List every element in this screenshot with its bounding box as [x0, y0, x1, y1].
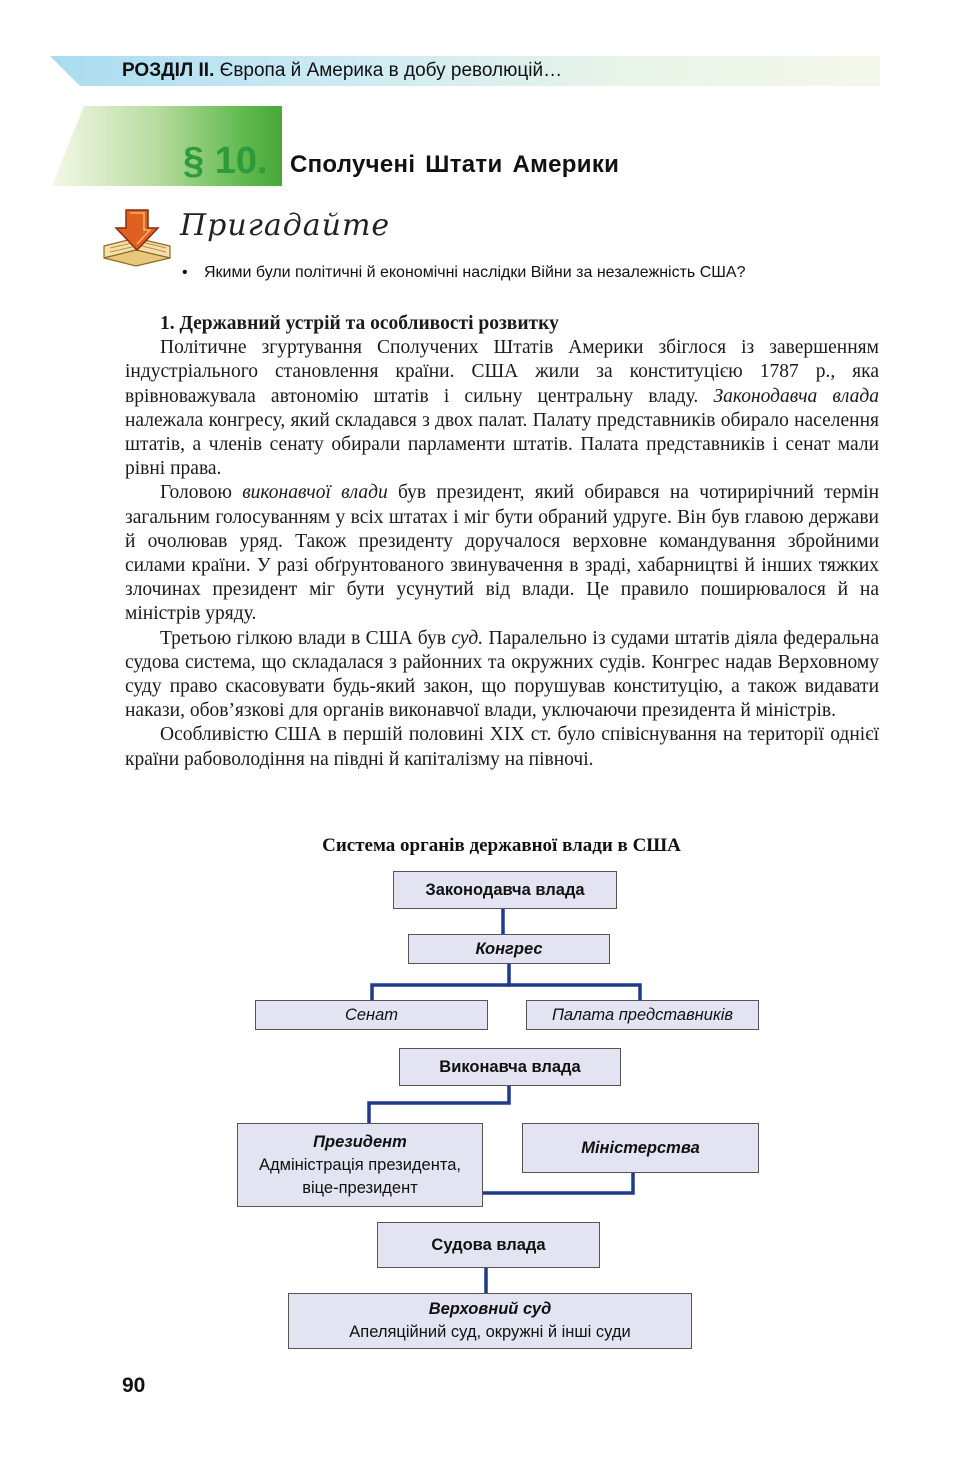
president-sub-1: Адміністрація президента, — [259, 1155, 461, 1174]
connector-president-ministries — [483, 1172, 633, 1193]
supreme-label: Верховний суд — [428, 1300, 552, 1318]
subsection-heading: 1. Державний устрій та особливості розвитку — [160, 313, 559, 334]
p2-text-a: Головою — [160, 482, 232, 504]
judicial-label: Судова влада — [431, 1235, 546, 1254]
bullet: • — [182, 264, 188, 281]
p2-term: виконавчої влади — [242, 482, 388, 504]
ministries-box — [522, 1123, 759, 1173]
connector-congress-senate — [372, 964, 509, 1000]
p1-text-a: Політичне згуртування Сполучених Штатів Америки збіглося із завершенням індустріального становлення країни. США жили за конституцією 1787 р., яка врівноважувала автономію штатів і сильну центральну владу. — [125, 337, 879, 407]
diagram-title: Система органів державної влади в США — [322, 835, 681, 856]
supreme-court-box — [288, 1293, 692, 1349]
senate-box — [255, 1000, 488, 1030]
judicial-box — [377, 1222, 600, 1268]
senate-label: Сенат — [344, 1005, 399, 1024]
congress-label: Конгрес — [475, 939, 543, 958]
president-box — [237, 1123, 483, 1207]
p1-term: Законодавча влада — [713, 385, 880, 407]
ministries-label: Міністерства — [581, 1138, 700, 1157]
legislative-box — [393, 871, 617, 909]
house-box — [526, 1000, 759, 1030]
paragraph-4: Особливістю США в першій половині XIX ст. було співіснування на території однієї країни рабоволодіння на півдні й капіталізму на півночі. — [125, 724, 879, 770]
president-label: Президент — [313, 1132, 407, 1151]
house-label: Палата представників — [551, 1005, 734, 1024]
p3-text-a: Третьою гілкою влади в США був — [160, 627, 446, 649]
legislative-label: Законодавча влада — [425, 880, 585, 899]
p1-text-b: належала конгресу, який складався з двох палат. Палату представників обирало населення штатів, а членів сенату обирали парламенти штатів. Палата представників і сенат мали рівні права. — [125, 409, 879, 480]
section-number: § 10. — [183, 140, 268, 182]
supreme-sub: Апеляційний суд, окружні й інші суди — [349, 1323, 631, 1341]
p3-text-b: Паралельно із судами штатів діяла федеральна судова система, що складалася з районних та окружних судів. Конгрес надав Верховному суду право скасовувати будь-який закон, що порушував конституцію, а також видавати накази, обов’язкові для органів виконавчої влади, уключаючи президента й міністрів. — [125, 627, 879, 722]
p2-text-b: був президент, який обирався на чотирирічний термін загальним голосуванням у всіх штатах і міг бути обраний удруге. Він був главою держави й очолював уряд. Також президенту доручалося верховне командування збройними силами країни. У разі обґрунтованого звинувачення в зраді, хабарництві й інших тяжких злочинах президент міг бути усунутий від влади. Це правило поширювалося й на міністрів уряду. — [125, 482, 880, 625]
executive-label: Виконавча влада — [439, 1057, 581, 1076]
p3-term: суд. — [451, 627, 484, 649]
connector-executive-president — [369, 1086, 509, 1123]
congress-box — [408, 934, 610, 964]
chapter-label: РОЗДІЛ ІІ. — [122, 60, 215, 81]
remember-title: Пригадайте — [180, 208, 391, 243]
chapter-title: Європа й Америка в добу революцій… — [219, 60, 563, 81]
connector-congress-house — [509, 985, 640, 1000]
question-text: Якими були політичні й економічні наслідки Війни за незалежність США? — [204, 264, 746, 281]
page-number: 90 — [122, 1374, 146, 1397]
executive-box — [399, 1048, 621, 1086]
section-title: Сполучені Штати Америки — [290, 151, 620, 178]
president-sub-2: віце-президент — [302, 1178, 418, 1197]
